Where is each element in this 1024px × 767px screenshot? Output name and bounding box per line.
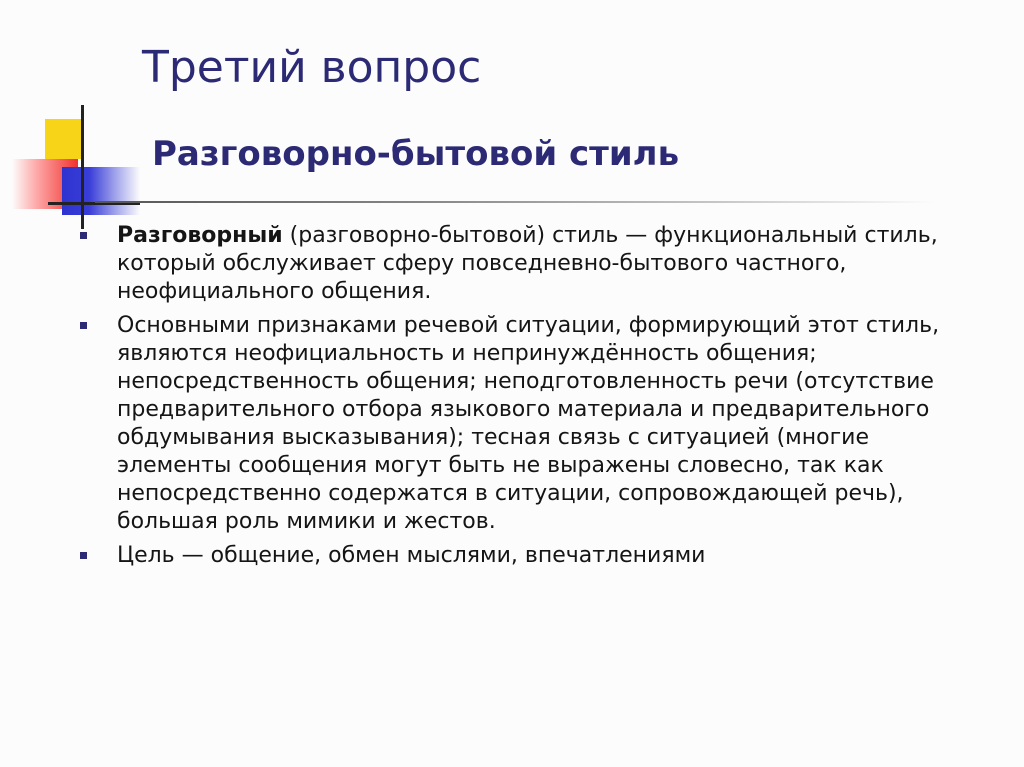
- slide-subtitle: Разговорно-бытовой стиль: [152, 134, 680, 174]
- blue-square-decoration: [62, 167, 140, 215]
- bullet-marker: [80, 552, 87, 559]
- bullet-text: (разговорно-бытовой) стиль — функциональный стиль, который обслуживает сферу повседневно-бытового частного, неофициального общения.: [117, 223, 938, 304]
- yellow-square-decoration: [45, 119, 83, 159]
- bullet-marker: [80, 232, 87, 239]
- slide-title: Третий вопрос: [142, 42, 482, 93]
- bullet-lead-term: Разговорный: [117, 223, 283, 248]
- bullet-marker: [80, 322, 87, 329]
- title-divider: [95, 201, 935, 203]
- bullet-item-definition: [80, 222, 980, 306]
- vertical-line-decoration: [81, 105, 84, 229]
- bullet-text: Цель — общение, обмен мыслями, впечатлениями: [117, 543, 706, 568]
- bullet-list: [80, 222, 980, 576]
- bullet-item-features: [80, 312, 980, 536]
- bullet-item-goal: [80, 542, 980, 570]
- bullet-text: Основными признаками речевой ситуации, формирующий этот стиль, являются неофициальность и непринуждённость общения; непосредственность общения; неподготовленность речи (отсутствие предварительного отбора языкового материала и предварительного обдумывания высказывания); тесная связь с ситуацией (многие элементы сообщения могут быть не выражены словесно, так как непосредственно содержатся в ситуации, сопровождающей речь), большая роль мимики и жестов.: [117, 313, 940, 534]
- decorative-emblem: [0, 95, 140, 235]
